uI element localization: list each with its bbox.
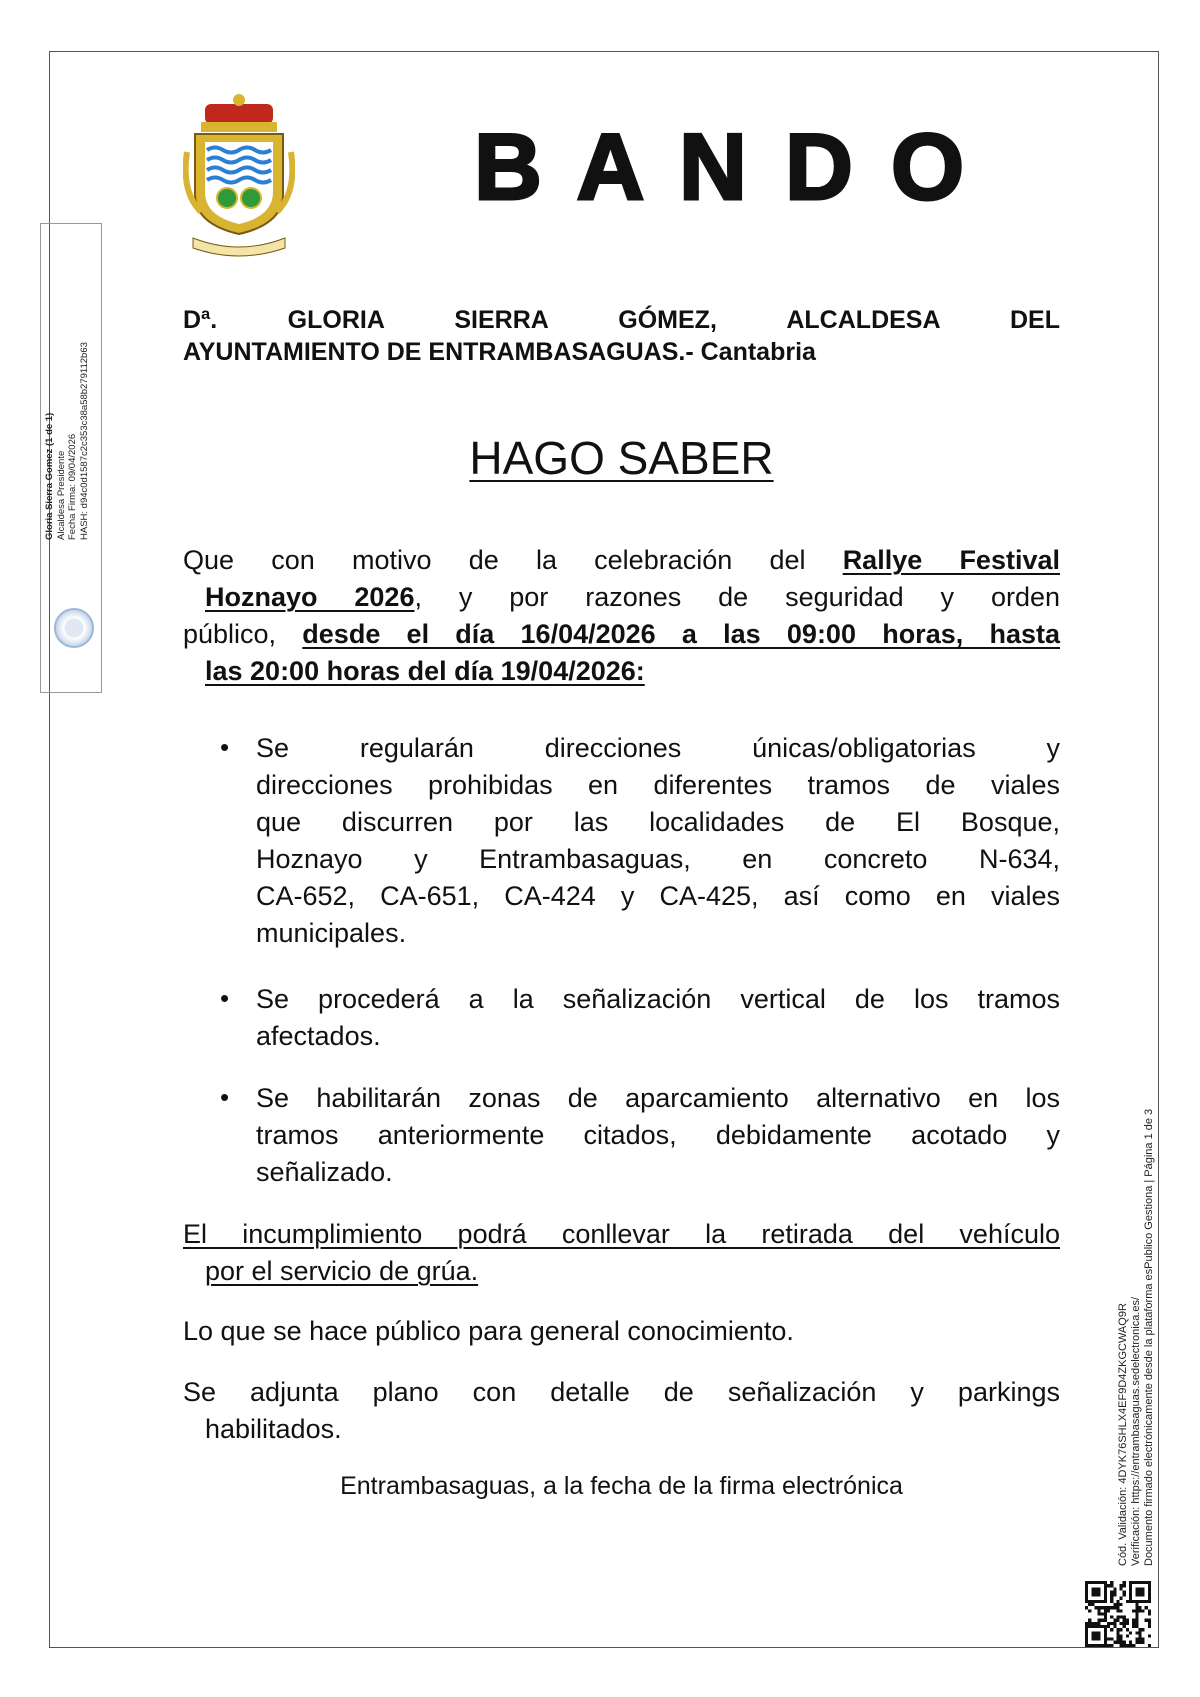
bullet-item xyxy=(256,981,1060,1055)
text-line: señalizado. xyxy=(256,1157,393,1187)
qr-code-icon[interactable] xyxy=(1085,1581,1151,1647)
bullet-item xyxy=(256,1080,1060,1191)
text-segment: Que con motivo de la celebración del xyxy=(183,545,843,575)
text-line xyxy=(183,336,1060,368)
coat-of-arms-logo xyxy=(183,92,295,257)
verification-text xyxy=(1117,1109,1156,1566)
bullet-icon: • xyxy=(220,983,230,1013)
text-line: por el servicio de grúa. xyxy=(205,1256,479,1286)
warning-paragraph xyxy=(183,1216,1060,1290)
emphasis-text: desde el día 16/04/2026 a las 09:00 horas, hasta xyxy=(302,619,1060,649)
emphasis-text: Rallye Festival xyxy=(842,545,1060,575)
text-line: municipales. xyxy=(256,918,407,948)
signature-hash: HASH: d94c0d1587c2c353c38a58b279112b63 xyxy=(78,342,90,540)
text-line: Hoznayo y Entrambasaguas, en concreto N-634, xyxy=(256,844,1060,874)
signature-place: Entrambasaguas, a la fecha de la firma electrónica xyxy=(340,1472,903,1500)
hago-saber-heading xyxy=(183,430,1060,486)
intro-paragraph xyxy=(183,542,1060,690)
bullet-icon: • xyxy=(220,732,230,762)
text-line: direcciones prohibidas en diferentes tramos de viales xyxy=(256,770,1060,800)
bullet-item xyxy=(256,730,1060,952)
public-notice xyxy=(183,1313,1060,1350)
text-line xyxy=(183,542,1060,579)
signature-date: Fecha Firma: 09/04/2026 xyxy=(67,433,78,540)
text-line: Se habilitarán zonas de aparcamiento alternativo en los xyxy=(256,1083,1060,1113)
text-line: CA-652, CA-651, CA-424 y CA-425, así como en viales xyxy=(256,881,1060,911)
verification-url[interactable]: Verificación: https://entrambasaguas.sedelectronica.es/ xyxy=(1130,1296,1142,1566)
text-line: Se regularán direcciones únicas/obligatorias y xyxy=(256,733,1060,763)
signature-note: Documento firmado electrónicamente desde la plataforma esPublico Gestiona | Página 1 de 3 xyxy=(1143,1108,1155,1566)
text-segment: Dª. GLORIA SIERRA GÓMEZ, ALCALDESA DEL xyxy=(183,306,1060,334)
text-line: habilitados. xyxy=(205,1414,342,1444)
emphasis-text: Hoznayo 2026 xyxy=(205,582,415,612)
text-line: El incumplimiento podrá conllevar la retirada del vehículo xyxy=(183,1219,1060,1249)
text-line: que discurren por las localidades de El Bosque, xyxy=(256,807,1060,837)
signer-name: Gloria Sierra Gomez (1 de 1) xyxy=(44,412,55,540)
text-line: tramos anteriormente citados, debidamente acotado y xyxy=(256,1120,1060,1150)
attachment-paragraph xyxy=(183,1374,1060,1448)
text-line xyxy=(183,304,1060,336)
mayor-heading xyxy=(183,304,1060,368)
text-line xyxy=(183,579,1060,616)
text-line: Se procederá a la señalización vertical de los tramos xyxy=(256,984,1060,1014)
text-segment: público, xyxy=(183,619,303,649)
validation-code: Cód. Validación: 4DYK76SHLX4EF9D4ZKGCWAQ9R xyxy=(1117,1303,1129,1566)
text-segment: , y por razones de seguridad y orden xyxy=(414,582,1061,612)
text-segment: AYUNTAMIENTO DE ENTRAMBASAGUAS.- Cantabria xyxy=(183,338,816,366)
text-line: Se adjunta plano con detalle de señalización y parkings xyxy=(183,1377,1060,1407)
hago-saber-text: HAGO SABER xyxy=(469,432,774,484)
emphasis-text: las 20:00 horas del día 19/04/2026: xyxy=(205,656,645,686)
signer-role: Alcaldesa Presidente xyxy=(55,450,67,540)
document-title: B A N D O xyxy=(474,114,971,219)
text-line: afectados. xyxy=(256,1021,381,1051)
signature-stamp-text xyxy=(44,342,90,540)
text-line xyxy=(183,616,1060,653)
seal-icon xyxy=(54,608,94,648)
text-line xyxy=(183,653,1060,690)
bullet-icon: • xyxy=(220,1082,230,1112)
public-notice-text: Lo que se hace público para general conocimiento. xyxy=(183,1316,794,1346)
